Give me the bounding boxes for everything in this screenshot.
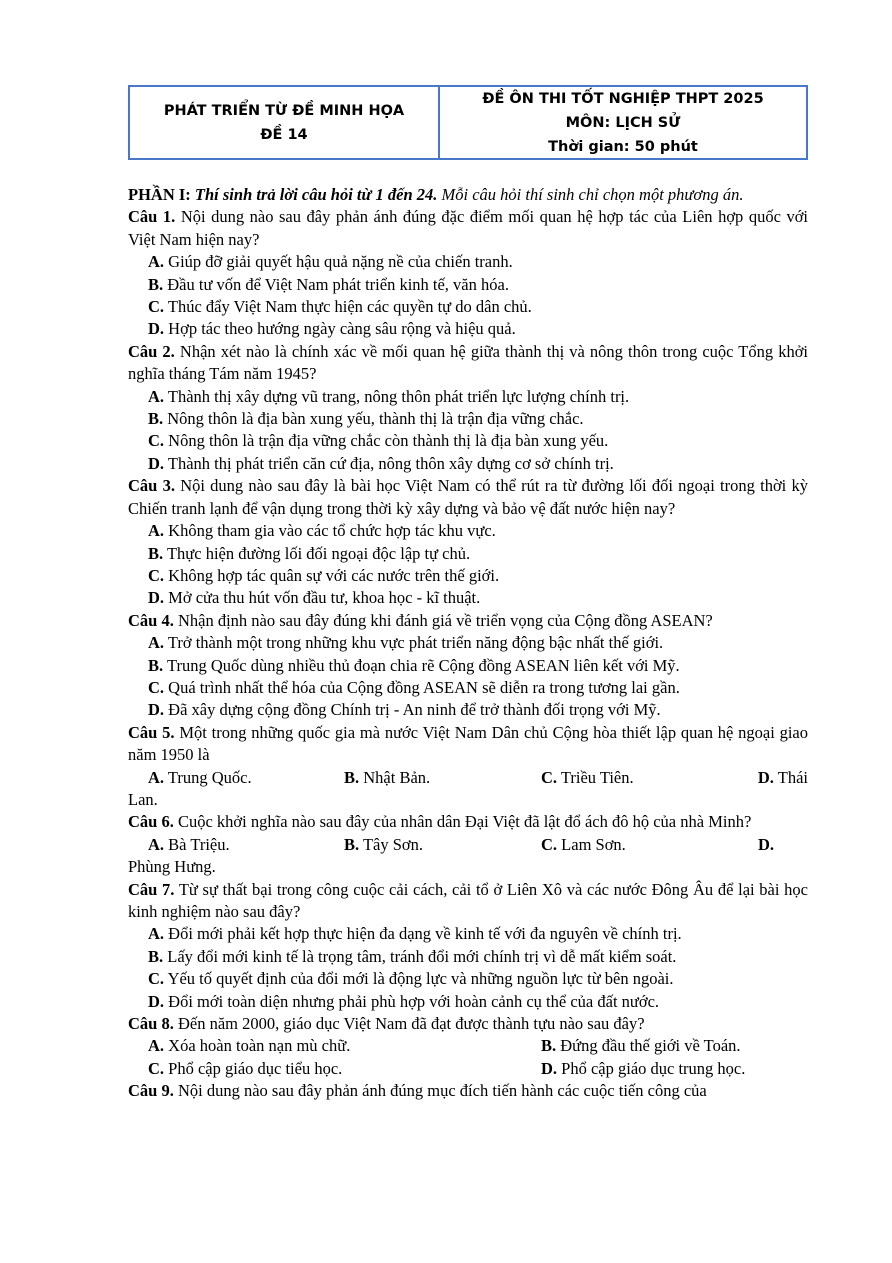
answer-option (148, 587, 808, 609)
question (128, 475, 808, 520)
option-text: Đứng đầu thế giới về Toán. (560, 1036, 741, 1056)
option-key: A. (148, 924, 165, 944)
option-key: B. (148, 274, 164, 294)
option-text: Thực hiện đường lối đối ngoại độc lập tự chủ. (166, 543, 471, 563)
option-text: Triều Tiên. (560, 767, 634, 787)
option-text: Bà Triệu. (168, 834, 230, 854)
option-text: Phổ cập giáo dục tiểu học. (168, 1058, 343, 1078)
option-key: A. (148, 252, 165, 272)
option-key: D. (148, 319, 165, 339)
option-text: Trung Quốc. (167, 767, 252, 787)
option-key: A. (148, 834, 165, 854)
option-key: C. (541, 767, 558, 787)
question (128, 341, 808, 386)
option-text: Phổ cập giáo dục trung học. (561, 1058, 746, 1078)
answer-option (738, 834, 808, 856)
option-text: Hợp tác theo hướng ngày càng sâu rộng và hiệu quả. (168, 319, 516, 339)
option-key: B. (148, 946, 164, 966)
option-text: Tây Sơn. (362, 834, 424, 854)
question (128, 1080, 808, 1102)
answer-option (148, 991, 808, 1013)
question (128, 206, 808, 251)
option-key: A. (148, 386, 165, 406)
answer-option (541, 767, 738, 789)
answer-option (148, 1035, 541, 1057)
option-key: C. (148, 1058, 165, 1078)
answer-option (738, 767, 808, 789)
header-left-cell (130, 87, 440, 158)
answer-option (541, 1058, 745, 1080)
answer-option (148, 430, 808, 452)
header-exam-title: ĐỀ ÔN THI TỐT NGHIỆP THPT 2025 (482, 90, 764, 107)
option-text: Yếu tố quyết định của đổi mới là động lực và những nguồn lực từ bên ngoài. (167, 969, 674, 989)
option-key: A. (148, 633, 165, 653)
answer-option (148, 767, 344, 789)
question-text: Đến năm 2000, giáo dục Việt Nam đã đạt được thành tựu nào sau đây? (177, 1014, 645, 1034)
question-text: Một trong những quốc gia mà nước Việt Nam Dân chủ Cộng hòa thiết lập quan hệ ngoại giao năm 1950 là (128, 722, 809, 765)
option-text: Thành thị phát triển căn cứ địa, nông thôn xây dựng cơ sở chính trị. (167, 453, 614, 473)
answer-options-row (148, 767, 808, 789)
option-text: Nông thôn là trận địa vững chắc còn thành thị là địa bàn xung yếu. (168, 431, 609, 451)
question-label: Câu 3. (128, 476, 175, 496)
option-key: A. (148, 521, 165, 541)
answer-option (148, 453, 808, 475)
option-key: D. (757, 767, 774, 787)
answer-options-row (148, 1035, 808, 1057)
option-text: Đã xây dựng cộng đồng Chính trị - An ninh để trở thành đối trọng với Mỹ. (168, 700, 661, 720)
question-label: Câu 7. (128, 879, 175, 899)
answer-option (148, 408, 808, 430)
option-key: D. (541, 1058, 558, 1078)
option-key: C. (541, 834, 558, 854)
header-right-cell (440, 87, 806, 158)
answer-options-row (148, 834, 808, 856)
answer-options-row (148, 1058, 808, 1080)
answer-option (148, 274, 808, 296)
answer-option (148, 655, 808, 677)
option-key: A. (148, 1036, 165, 1056)
option-text: Mở cửa thu hút vốn đầu tư, khoa học - kĩ thuật. (168, 588, 481, 608)
part-instruction-rest: Mỗi câu hỏi thí sinh chỉ chọn một phương án. (441, 185, 744, 204)
part-instruction-bold: Thí sinh trả lời câu hỏi từ 1 đến 24. (194, 185, 438, 204)
option-wrap-text: Phùng Hưng. (128, 857, 216, 877)
question-text: Nhận xét nào là chính xác về mối quan hệ giữa thành thị và nông thôn trong cuộc Tổng khởi nghĩa tháng Tám năm 1945? (128, 341, 809, 384)
option-text: Đầu tư vốn để Việt Nam phát triển kinh tế, văn hóa. (167, 274, 509, 294)
header-source: PHÁT TRIỂN TỪ ĐỀ MINH HỌA (163, 102, 405, 119)
answer-option (148, 946, 808, 968)
option-key: B. (344, 767, 360, 787)
option-text: Đổi mới phải kết hợp thực hiện đa dạng về kinh tế với đa nguyên về chính trị. (168, 924, 682, 944)
option-key: D. (148, 700, 165, 720)
option-key: B. (148, 543, 164, 563)
answer-option (148, 632, 808, 654)
question-text: Nội dung nào sau đây phản ánh đúng đặc điểm mối quan hệ hợp tác của Liên hợp quốc với Việt Nam hiện nay? (128, 207, 809, 249)
question-text: Nội dung nào sau đây là bài học Việt Nam có thể rút ra từ đường lối đối ngoại trong thời kỳ Chiến tranh lạnh để vận dụng trong thời kỳ xây dựng và bảo vệ đất nước hiện nay? (128, 476, 808, 518)
option-text: Trung Quốc dùng nhiều thủ đoạn chia rẽ Cộng đồng ASEAN liên kết với Mỹ. (166, 655, 680, 675)
answer-option (148, 251, 808, 273)
question-label: Câu 6. (128, 812, 174, 832)
answer-option (148, 543, 808, 565)
answer-option (541, 834, 738, 856)
option-key: D. (148, 588, 165, 608)
question-label: Câu 4. (128, 610, 174, 630)
answer-option (148, 968, 808, 990)
question-text: Từ sự thất bại trong công cuộc cải cách, cải tổ ở Liên Xô và các nước Đông Âu để lại bài học kinh nghiệm nào sau đây? (128, 879, 808, 921)
option-text: Trở thành một trong những khu vực phát triển năng động bậc nhất thế giới. (167, 633, 664, 653)
option-wrap-text: Lan. (128, 789, 158, 809)
part-instruction (128, 184, 808, 206)
option-text: Đổi mới toàn diện nhưng phải phù hợp với hoàn cảnh cụ thể của đất nước. (168, 991, 660, 1011)
option-key: C. (148, 677, 165, 697)
option-text: Không hợp tác quân sự với các nước trên thế giới. (168, 565, 500, 585)
exam-content (128, 184, 808, 1103)
option-key: C. (148, 565, 165, 585)
answer-option (148, 318, 808, 340)
question-text: Nội dung nào sau đây phản ánh đúng mục đích tiến hành các cuộc tiến công của (177, 1081, 707, 1101)
option-key: B. (148, 655, 164, 675)
option-text: Không tham gia vào các tổ chức hợp tác khu vực. (168, 521, 496, 541)
answer-option (148, 1058, 541, 1080)
option-text: Thái (777, 767, 808, 787)
answer-option (148, 296, 808, 318)
option-key: B. (344, 834, 360, 854)
option-key: B. (148, 409, 164, 429)
option-key: D. (758, 834, 775, 854)
header-duration: Thời gian: 50 phút (548, 138, 698, 155)
answer-option (148, 520, 808, 542)
option-key: C. (148, 297, 165, 317)
header-subject: MÔN: LỊCH SỬ (565, 114, 681, 131)
option-key: C. (148, 431, 165, 451)
answer-option (148, 565, 808, 587)
answer-option (344, 767, 541, 789)
option-key: D. (148, 991, 165, 1011)
question-label: Câu 5. (128, 722, 175, 742)
question (128, 879, 808, 924)
answer-option (148, 923, 808, 945)
question (128, 811, 808, 833)
option-text: Nhật Bản. (363, 767, 431, 787)
exam-header-table (128, 85, 808, 160)
option-text: Quá trình nhất thể hóa của Cộng đồng ASEAN sẽ diễn ra trong tương lai gần. (168, 677, 680, 697)
question-label: Câu 2. (128, 341, 175, 361)
question-text: Cuộc khởi nghĩa nào sau đây của nhân dân Đại Việt đã lật đổ ách đô hộ của nhà Minh? (177, 812, 752, 832)
answer-option (148, 834, 344, 856)
option-text: Lấy đổi mới kinh tế là trọng tâm, tránh đổi mới chính trị vì dễ mất kiểm soát. (167, 946, 677, 966)
header-exam-number: ĐỀ 14 (260, 126, 308, 143)
option-text: Nông thôn là địa bàn xung yếu, thành thị là trận địa vững chắc. (167, 409, 584, 429)
answer-option (541, 1035, 741, 1057)
answer-option (148, 677, 808, 699)
answer-option (148, 699, 808, 721)
option-text: Thúc đẩy Việt Nam thực hiện các quyền tự do dân chủ. (167, 297, 532, 317)
option-text: Xóa hoàn toàn nạn mù chữ. (168, 1036, 351, 1056)
answer-option (344, 834, 541, 856)
answer-option (148, 386, 808, 408)
option-key: D. (148, 453, 165, 473)
option-key: A. (148, 767, 165, 787)
option-key: B. (541, 1036, 557, 1056)
question-label: Câu 1. (128, 207, 176, 227)
question (128, 1013, 808, 1035)
part-label: PHẦN I: (128, 185, 191, 204)
option-text: Lam Sơn. (561, 834, 626, 854)
option-text: Thành thị xây dựng vũ trang, nông thôn phát triển lực lượng chính trị. (167, 386, 630, 406)
option-text: Giúp đỡ giải quyết hậu quả nặng nề của chiến tranh. (168, 252, 513, 272)
question-label: Câu 9. (128, 1081, 174, 1101)
question-text: Nhận định nào sau đây đúng khi đánh giá về triển vọng của Cộng đồng ASEAN? (177, 610, 713, 630)
question (128, 610, 808, 632)
question (128, 722, 808, 767)
question-label: Câu 8. (128, 1014, 174, 1034)
option-key: C. (148, 969, 165, 989)
